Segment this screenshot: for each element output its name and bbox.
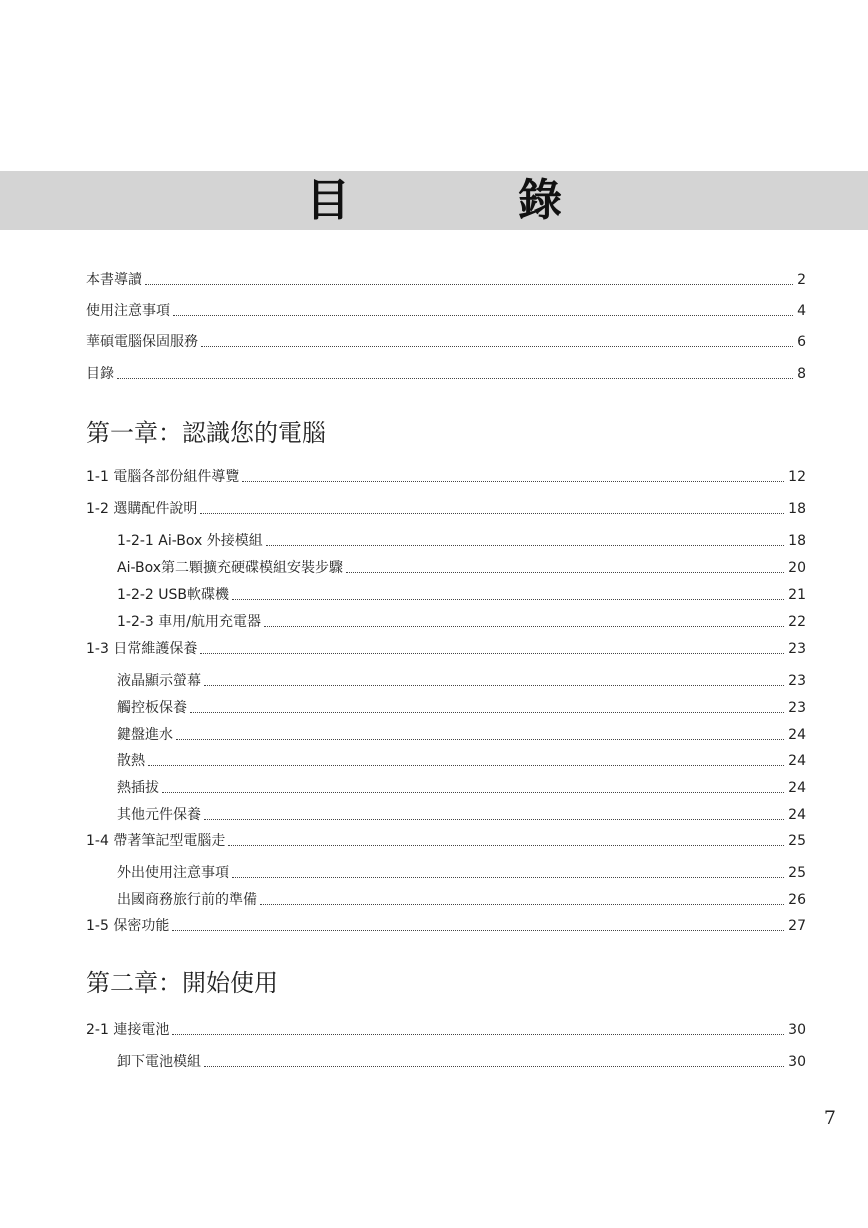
toc-entry[interactable]: [86, 329, 806, 351]
dot-leader: [242, 481, 784, 482]
toc-entry-page: 8: [797, 366, 806, 382]
toc-entry-label: 觸控板保養: [117, 700, 187, 716]
toc-subentry[interactable]: [117, 802, 806, 824]
dot-leader: [204, 685, 784, 686]
dot-leader: [204, 1066, 784, 1067]
toc-entry-label: 2-1 連接電池: [86, 1022, 170, 1038]
dot-leader: [148, 765, 784, 766]
toc-entry-label: 1-3 日常維護保養: [86, 641, 198, 657]
chapter-heading: 第二章：開始使用: [86, 969, 278, 997]
dot-leader: [201, 346, 793, 347]
toc-entry-label: 液晶顯示螢幕: [117, 673, 201, 689]
toc-subentry[interactable]: [117, 668, 806, 690]
dot-leader: [232, 599, 784, 600]
toc-entry-page: 24: [788, 807, 806, 823]
toc-entry-label: 1-2 選購配件說明: [86, 501, 198, 517]
toc-entry-label: 1-1 電腦各部份組件導覽: [86, 469, 240, 485]
toc-entry-label: 使用注意事項: [86, 303, 170, 319]
toc-entry-label: 散熱: [117, 753, 145, 769]
toc-entry-page: 27: [788, 918, 806, 934]
chapter-heading: 第一章：認識您的電腦: [86, 419, 326, 447]
toc-entry-page: 24: [788, 780, 806, 796]
toc-subentry[interactable]: [117, 582, 806, 604]
toc-entry[interactable]: [86, 636, 806, 658]
toc-entry-label: 1-4 帶著筆記型電腦走: [86, 833, 226, 849]
dot-leader: [190, 712, 784, 713]
toc-entry[interactable]: [86, 298, 806, 320]
toc-entry-page: 25: [788, 833, 806, 849]
toc-subentry[interactable]: [117, 775, 806, 797]
toc-entry-page: 30: [788, 1022, 806, 1038]
toc-subentry[interactable]: [117, 609, 806, 631]
toc-entry-page: 6: [797, 334, 806, 350]
dot-leader: [173, 315, 793, 316]
toc-subentry[interactable]: [117, 695, 806, 717]
dot-leader: [204, 819, 784, 820]
toc-entry-page: 30: [788, 1054, 806, 1070]
dot-leader: [172, 930, 784, 931]
toc-entry-label: 其他元件保養: [117, 807, 201, 823]
toc-entry-label: 外出使用注意事項: [117, 865, 229, 881]
toc-entry[interactable]: [86, 496, 806, 518]
toc-entry-page: 20: [788, 560, 806, 576]
dot-leader: [176, 739, 784, 740]
toc-entry-page: 2: [797, 272, 806, 288]
toc-entry-label: 卸下電池模組: [117, 1054, 201, 1070]
page-title: 目 錄: [306, 175, 624, 226]
dot-leader: [117, 378, 793, 379]
toc-entry-page: 23: [788, 641, 806, 657]
dot-leader: [145, 284, 793, 285]
toc-subentry[interactable]: [117, 555, 806, 577]
dot-leader: [266, 545, 784, 546]
toc-subentry[interactable]: [117, 748, 806, 770]
toc-subentry[interactable]: [117, 860, 806, 882]
toc-entry-page: 22: [788, 614, 806, 630]
toc-entry-page: 4: [797, 303, 806, 319]
toc-entry-page: 18: [788, 533, 806, 549]
toc-entry-page: 12: [788, 469, 806, 485]
toc-subentry[interactable]: [117, 887, 806, 909]
toc-entry-page: 18: [788, 501, 806, 517]
toc-entry-label: Ai-Box第二顆擴充硬碟模組安裝步驟: [117, 560, 344, 576]
page-number: 7: [823, 1107, 836, 1129]
toc-entry-label: 1-2-3 車用/航用充電器: [117, 614, 261, 630]
dot-leader: [162, 792, 784, 793]
title-band: [0, 171, 868, 230]
dot-leader: [232, 877, 784, 878]
dot-leader: [346, 572, 784, 573]
toc-entry-page: 23: [788, 673, 806, 689]
toc-entry-label: 熱插拔: [117, 780, 159, 796]
toc-subentry[interactable]: [117, 528, 806, 550]
toc-entry-label: 目錄: [86, 366, 114, 382]
toc-entry-page: 24: [788, 753, 806, 769]
toc-entry-label: 本書導讀: [86, 272, 142, 288]
toc-entry[interactable]: [86, 361, 806, 383]
toc-subentry[interactable]: [117, 722, 806, 744]
toc-entry[interactable]: [86, 464, 806, 486]
toc-entry[interactable]: [86, 913, 806, 935]
toc-entry-label: 鍵盤進水: [117, 727, 173, 743]
toc-entry-page: 23: [788, 700, 806, 716]
toc-entry-label: 華碩電腦保固服務: [86, 334, 198, 350]
toc-entry-page: 26: [788, 892, 806, 908]
toc-entry-page: 24: [788, 727, 806, 743]
toc-entry[interactable]: [86, 1017, 806, 1039]
toc-entry-label: 1-5 保密功能: [86, 918, 170, 934]
toc-entry-label: 出國商務旅行前的準備: [117, 892, 257, 908]
toc-entry[interactable]: [86, 267, 806, 289]
dot-leader: [200, 513, 784, 514]
dot-leader: [172, 1034, 784, 1035]
toc-entry-page: 21: [788, 587, 806, 603]
toc-entry-label: 1-2-1 Ai-Box 外接模組: [117, 533, 263, 549]
dot-leader: [200, 653, 784, 654]
toc-entry[interactable]: [86, 828, 806, 850]
dot-leader: [264, 626, 784, 627]
dot-leader: [228, 845, 784, 846]
toc-subentry[interactable]: [117, 1049, 806, 1071]
toc-entry-page: 25: [788, 865, 806, 881]
dot-leader: [260, 904, 784, 905]
toc-entry-label: 1-2-2 USB軟碟機: [117, 587, 230, 603]
